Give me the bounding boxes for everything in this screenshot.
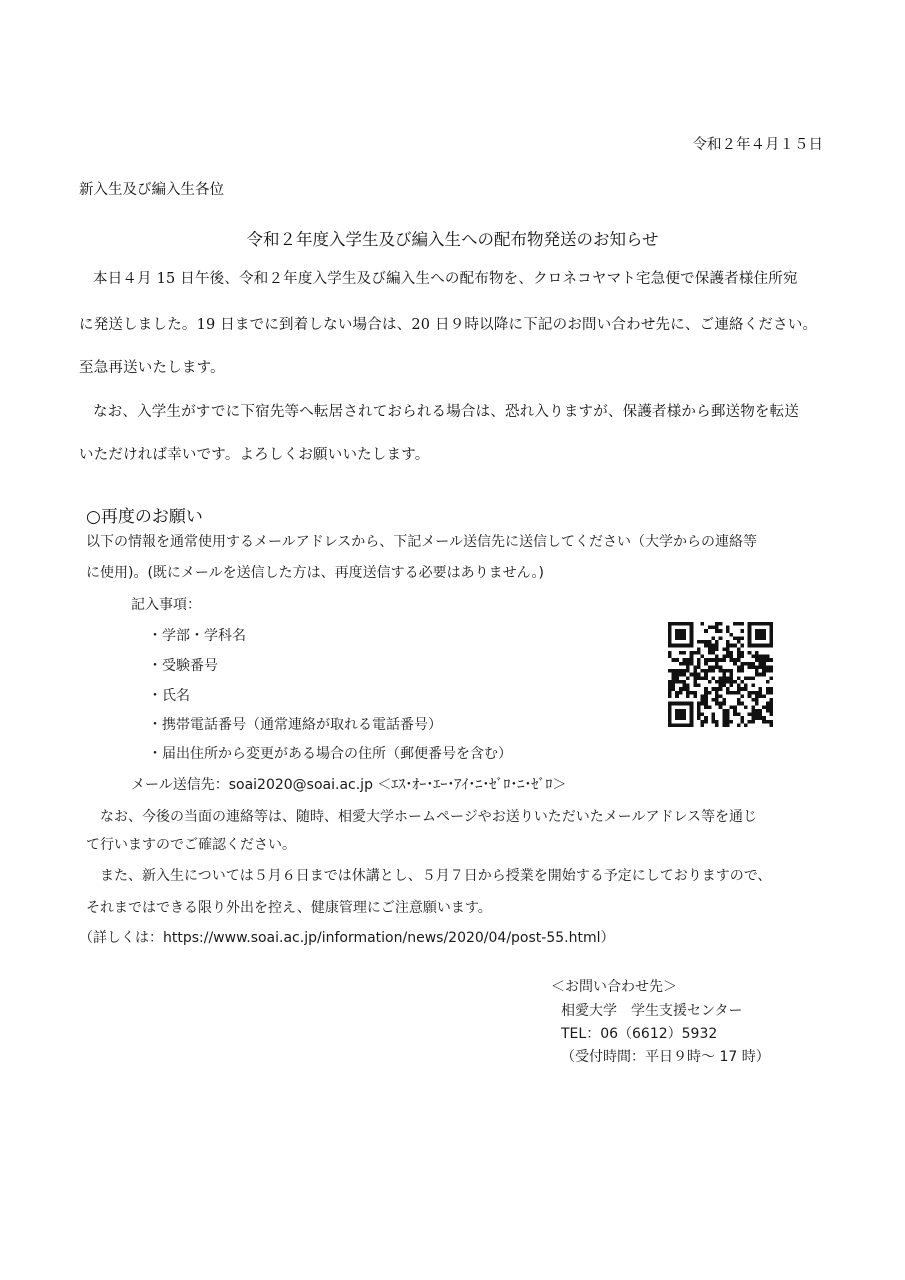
paragraph-line: に発送しました。19 日までに到着しない場合は、20 日９時以降に下記のお問い合わせ先に、ご連絡ください。 xyxy=(79,317,818,333)
paragraph-line: 本日４月 15 日午後、令和２年度入学生及び編入生への配布物を、クロネコヤマト宅急便で保護者様住所宛 xyxy=(93,271,798,287)
paragraph-line: いただければ幸いです。よろしくお願いいたします。 xyxy=(79,447,430,463)
qr-code-icon xyxy=(668,622,773,727)
list-item: ・氏名 xyxy=(148,688,190,704)
contact-heading: ＜お問い合わせ先＞ xyxy=(551,979,677,995)
paragraph-line: なお、入学生がすでに下宿先等へ転居されておられる場合は、恐れ入りますが、保護者様から郵送物を転送 xyxy=(93,404,800,420)
request-intro-line: に使用)。(既にメールを送信した方は、再度送信する必要はありません。) xyxy=(86,565,544,581)
list-item: ・学部・学科名 xyxy=(148,628,246,644)
paragraph-line: 至急再送いたします。 xyxy=(79,360,225,376)
note-line: て行いますのでご確認ください。 xyxy=(86,837,296,853)
document-date: 令和２年４月１５日 xyxy=(692,137,823,153)
list-item: ・受験番号 xyxy=(148,658,218,674)
contact-tel: TEL：06（6612）5932 xyxy=(561,1026,718,1042)
contact-hours: （受付時間：平日９時～ 17 時） xyxy=(561,1049,770,1065)
note-line: なお、今後の当面の連絡等は、随時、相愛大学ホームページやお送りいただいたメールアドレス等を通じ xyxy=(100,809,758,825)
items-label: 記入事項： xyxy=(131,597,201,613)
request-intro-line: 以下の情報を通常使用するメールアドレスから、下記メール送信先に送信してください（大学からの連絡等 xyxy=(86,534,758,550)
addressee: 新入生及び編入生各位 xyxy=(79,182,224,198)
list-item: ・届出住所から変更がある場合の住所（郵便番号を含む） xyxy=(148,746,512,762)
details-link[interactable]: （詳しくは：https://www.soai.ac.jp/information/news/2020/04/post-55.html） xyxy=(79,930,615,946)
note-line: それまではできる限り外出を控え、健康管理にご注意願います。 xyxy=(86,900,492,916)
request-heading: ○再度のお願い xyxy=(86,507,203,527)
contact-org: 相愛大学 学生支援センター xyxy=(561,1003,743,1019)
list-item: ・携帯電話番号（通常連絡が取れる電話番号） xyxy=(148,717,442,733)
document-title: 令和２年度入学生及び編入生への配布物発送のお知らせ xyxy=(246,230,659,249)
email-line: メール送信先：soai2020@soai.ac.jp ＜ｴｽ･ｵｰ･ｴｰ･ｱｲ･ﾆ･ｾﾞﾛ･ﾆ･ｾﾞﾛ＞ xyxy=(131,777,567,793)
note-line: また、新入生については５月６日までは休講とし、５月７日から授業を開始する予定にしておりますので、 xyxy=(100,868,772,884)
